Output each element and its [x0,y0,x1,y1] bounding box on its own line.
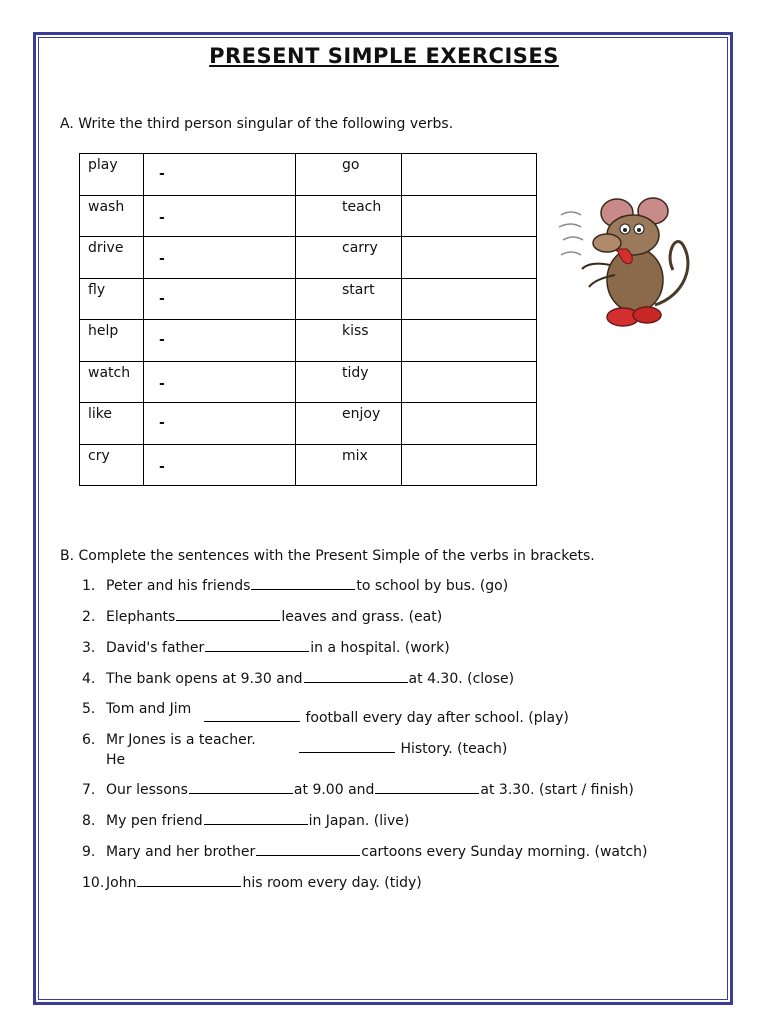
answer-cell-right[interactable] [402,195,537,237]
section-b-instruction: B. Complete the sentences with the Present Simple of the verbs in brackets. [60,548,595,564]
verb-right: teach [296,195,402,237]
sentence-6-cont: History. (teach) [298,741,507,757]
answer-cell-right[interactable] [402,403,537,445]
answer-blank[interactable] [137,885,241,887]
section-a-instruction: A. Write the third person singular of the following verbs. [60,116,454,132]
verb-row [80,403,537,445]
verb-right: start [296,278,402,320]
verb-row [80,444,537,486]
sentence-2: 2. Elephants leaves and grass. (eat) [82,609,443,625]
answer-cell-right[interactable] [402,361,537,403]
mouse-illustration [555,185,695,335]
answer-cell-right[interactable] [402,320,537,362]
sentence-7: 7. Our lessons at 9.00 and at 3.30. (start / finish) [82,782,634,798]
verb-row [80,278,537,320]
verb-row [80,154,537,196]
answer-blank[interactable] [256,854,360,856]
sentence-4: 4. The bank opens at 9.30 and at 4.30. (close) [82,671,515,687]
verb-row [80,195,537,237]
dash-mark: - [159,166,165,182]
verb-right: mix [296,444,402,486]
sentence-8: 8. My pen friend in Japan. (live) [82,813,410,829]
verb-left: watch [80,361,144,403]
verb-left: drive [80,237,144,279]
sentence-6: 6. Mr Jones is a teacher. [82,732,256,748]
answer-blank[interactable] [375,792,479,794]
verb-row [80,237,537,279]
sentence-10: 10. John his room every day. (tidy) [82,875,422,891]
answer-cell-right[interactable] [402,278,537,320]
answer-cell-left[interactable] [144,237,296,279]
verb-right: tidy [296,361,402,403]
dash-mark: - [159,209,165,226]
answer-cell-left[interactable] [144,361,296,403]
verb-row [80,361,537,403]
answer-cell-left[interactable] [144,278,296,320]
sentence-9: 9. Mary and her brother cartoons every Sunday morning. (watch) [82,844,648,860]
verb-right: kiss [296,320,402,362]
answer-blank[interactable] [299,751,395,753]
dash-mark: - [159,290,165,307]
verb-left: help [80,320,144,362]
verb-left: cry [80,444,144,486]
sentence-3: 3. David's father in a hospital. (work) [82,640,450,656]
answer-blank[interactable] [189,792,293,794]
answer-blank[interactable] [304,681,408,683]
verb-left: like [80,403,144,445]
dash-mark: - [159,458,165,475]
sentence-6-line2: He [106,752,126,768]
answer-cell-left[interactable] [144,154,296,196]
dash-mark: - [159,375,165,392]
sentence-5-cont: football every day after school. (play) [203,710,569,726]
verb-right: enjoy [296,403,402,445]
answer-cell-left[interactable] [144,403,296,445]
verb-row [80,320,537,362]
verb-left: play [80,154,144,196]
verb-right: carry [296,237,402,279]
dash-mark: - [159,332,165,348]
sentence-5: 5. Tom and Jim [82,701,192,717]
answer-blank[interactable] [204,823,308,825]
answer-cell-left[interactable] [144,320,296,362]
verb-left: wash [80,195,144,237]
answer-blank[interactable] [205,650,309,652]
verb-left: fly [80,278,144,320]
answer-blank[interactable] [204,720,300,722]
answer-cell-right[interactable] [402,444,537,486]
answer-cell-left[interactable] [144,444,296,486]
answer-cell-left[interactable] [144,195,296,237]
answer-blank[interactable] [251,588,355,590]
answer-blank[interactable] [176,619,280,621]
page-title: PRESENT SIMPLE EXERCISES [209,44,559,68]
answer-cell-right[interactable] [402,237,537,279]
dash-mark: - [159,251,165,267]
answer-cell-right[interactable] [402,154,537,196]
dash-mark: - [159,415,165,431]
verb-right: go [296,154,402,196]
verb-table [79,153,537,486]
sentence-1: 1. Peter and his friends to school by bus. (go) [82,578,509,594]
